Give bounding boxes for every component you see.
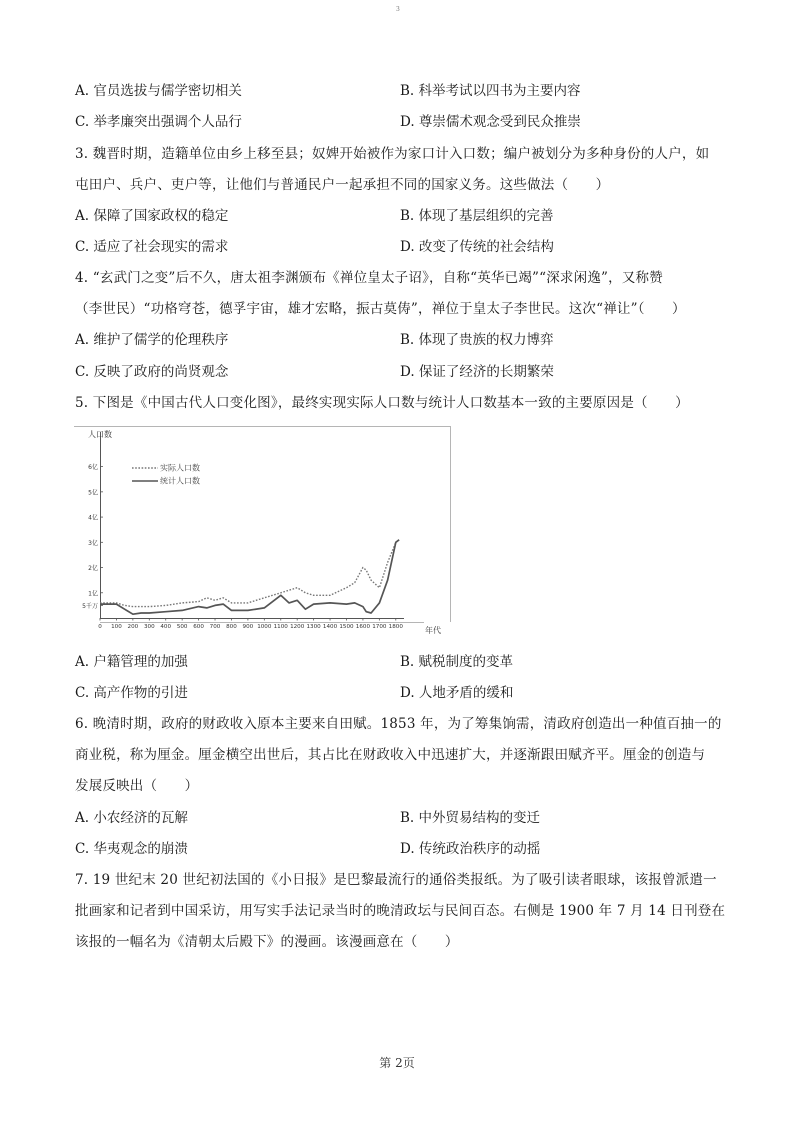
- q4-stem-line-1: 4. “玄武门之变”后不久，唐太祖李渊颁布《禅位皇太子诏》，自称“英华已竭”“深求闲逸”，又称赞: [75, 270, 663, 286]
- x-tick-label: 800: [226, 624, 237, 630]
- x-tick-label: 1500: [339, 624, 354, 630]
- x-tick-label: 700: [209, 624, 221, 630]
- q6-stem-line-3: 发展反映出（ ）: [75, 778, 199, 794]
- q2-option-a: A. 官员选拔与儒学密切相关: [75, 83, 242, 99]
- x-tick-label: 400: [160, 624, 172, 630]
- q3-stem-line-1: 3. 魏晋时期，造籍单位由乡上移至县；奴婢开始被作为家口计入口数；编户被划分为多种身份的人户，如: [75, 146, 710, 162]
- q5-option-a: A. 户籍管理的加强: [75, 654, 188, 670]
- q4-option-b: B. 体现了贵族的权力博弈: [400, 332, 554, 348]
- q3-option-b: B. 体现了基层组织的完善: [400, 208, 554, 224]
- x-tick-label: 1800: [388, 624, 403, 630]
- legend-label-actual: 实际人口数: [160, 463, 200, 473]
- q5-option-c: C. 高产作物的引进: [75, 685, 188, 701]
- q3-option-c: C. 适应了社会现实的需求: [75, 239, 229, 255]
- x-tick-label: 0: [98, 624, 102, 630]
- x-tick-label: 1700: [372, 624, 387, 630]
- q3-option-d: D. 改变了传统的社会结构: [400, 239, 554, 255]
- y-tick-label: 5亿: [88, 489, 98, 497]
- q6-option-d: D. 传统政治秩序的动摇: [400, 841, 541, 857]
- q5-stem-line-1: 5. 下图是《中国古代人口变化图》，最终实现实际人口数与统计人口数基本一致的主要原因是（ ）: [75, 395, 689, 411]
- q4-option-d: D. 保证了经济的长期繁荣: [400, 364, 554, 380]
- q2-option-d: D. 尊崇儒术观念受到民众推崇: [400, 114, 581, 130]
- x-tick-label: 600: [193, 624, 204, 630]
- q5-option-d: D. 人地矛盾的缓和: [400, 685, 514, 701]
- x-tick-label: 200: [127, 624, 139, 630]
- x-tick-label: 1300: [306, 624, 321, 630]
- page-mark: 3: [396, 6, 400, 13]
- x-tick-label: 1400: [322, 624, 338, 630]
- x-tick-label: 1000: [257, 624, 272, 630]
- x-tick-label: 1100: [273, 624, 288, 630]
- q2-option-c: C. 举孝廉突出强调个人品行: [75, 114, 242, 130]
- q6-option-a: A. 小农经济的瓦解: [75, 810, 188, 826]
- q7-stem-line-3: 该报的一幅名为《清朝太后殿下》的漫画。该漫画意在（ ）: [75, 934, 459, 950]
- x-tick-label: 1600: [355, 624, 371, 630]
- series-line-stat: [100, 540, 399, 614]
- y-tick-label: 1亿: [88, 590, 98, 598]
- q6-stem-line-2: 商业税，称为厘金。厘金横空出世后，其占比在财政收入中迅速扩大，并逐渐跟田赋齐平。厘金的创造与: [75, 747, 706, 763]
- q4-option-a: A. 维护了儒学的伦理秩序: [75, 332, 229, 348]
- q6-option-c: C. 华夷观念的崩溃: [75, 841, 188, 857]
- q3-stem-line-2: 屯田户、兵户、吏户等，让他们与普通民户一起承担不同的国家义务。这些做法（ ）: [75, 177, 610, 193]
- x-tick-label: 300: [143, 624, 155, 630]
- x-tick-label: 100: [111, 624, 122, 630]
- y-tick-label: 2亿: [88, 565, 98, 573]
- q6-stem-line-1: 6. 晚清时期，政府的财政收入原本主要来自田赋。1853 年，为了筹集饷需，清政府创造出一种值百抽一的: [75, 716, 722, 732]
- q7-stem-line-2: 批画家和记者到中国采访，用写实手法记录当时的晚清政坛与民间百态。右侧是 1900 年 7 月 14 日刊登在: [75, 903, 726, 919]
- x-axis-label: 年代: [425, 626, 441, 635]
- q2-option-b: B. 科举考试以四书为主要内容: [400, 83, 581, 99]
- q3-option-a: A. 保障了国家政权的稳定: [75, 208, 229, 224]
- q5-option-b: B. 赋税制度的变革: [400, 654, 514, 670]
- y-tick-label: 6亿: [88, 464, 98, 472]
- x-tick-label: 900: [242, 624, 254, 630]
- y-tick-label: 4亿: [88, 514, 98, 522]
- population-chart: [74, 426, 452, 640]
- legend-label-stat: 统计人口数: [160, 476, 200, 486]
- q6-option-b: B. 中外贸易结构的变迁: [400, 810, 541, 826]
- y-tick-label: 3亿: [88, 539, 98, 547]
- q7-stem-line-1: 7. 19 世纪末 20 世纪初法国的《小日报》是巴黎最流行的通俗类报纸。为了吸引读者眼球，该报曾派遣一: [75, 872, 717, 888]
- page-number: 第 2页: [379, 1056, 415, 1070]
- q4-stem-line-2: （李世民）“功格穹苍，德孚宇宙，雄才宏略，振古莫俦”，禅位于皇太子李世民。这次“禅让”（ ）: [75, 301, 686, 317]
- x-tick-label: 500: [176, 624, 188, 630]
- y-axis-label: 人口数: [88, 430, 112, 439]
- y-tick-label: 5千万: [82, 602, 98, 610]
- series-line-actual: [100, 540, 399, 607]
- q4-option-c: C. 反映了政府的尚贤观念: [75, 364, 229, 380]
- x-tick-label: 1200: [290, 624, 305, 630]
